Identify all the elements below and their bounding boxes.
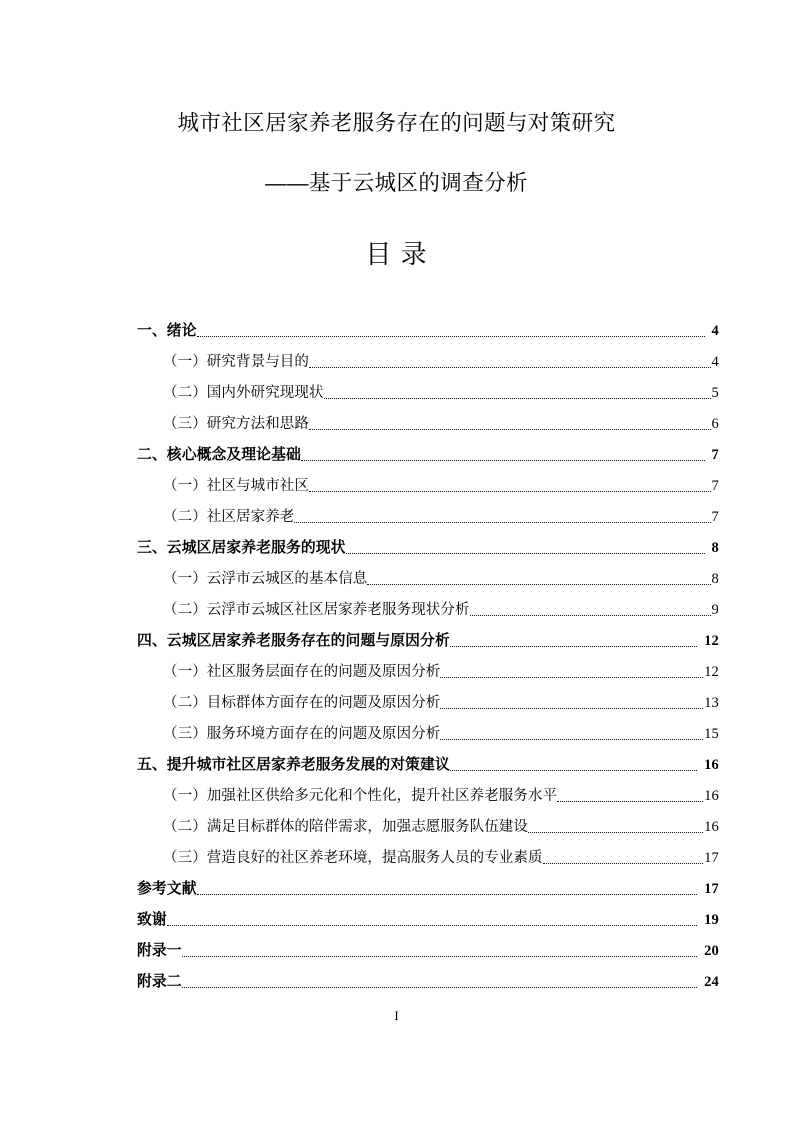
toc-entry-label: 四、云城区居家养老服务存在的问题与原因分析 [137,633,450,649]
table-of-contents-list [137,316,719,998]
toc-dot-leader [309,347,711,378]
toc-dot-leader [309,409,711,440]
toc-entry-page-number: 7 [711,478,719,494]
toc-entry[interactable] [137,688,719,719]
toc-entry-label: （二）社区居家养老 [163,509,295,525]
toc-entry-label: 致谢 [137,912,167,928]
toc-entry[interactable] [137,626,719,657]
toc-entry-label: （一）云浮市云城区的基本信息 [163,571,368,587]
toc-entry-label: （二）国内外研究现现状 [163,385,324,401]
toc-entry-label: 一、绪论 [137,323,197,339]
toc-entry[interactable] [137,409,719,440]
toc-entry[interactable] [137,502,719,533]
toc-entry[interactable] [137,874,719,905]
toc-entry-page-number: 20 [704,943,719,959]
toc-entry-page-number: 8 [711,540,719,556]
toc-entry-page-number: 16 [704,788,719,804]
toc-entry-label: （三）服务环境方面存在的问题及原因分析 [163,726,441,742]
toc-dot-leader [182,936,697,967]
toc-entry-page-number: 13 [704,695,719,711]
toc-entry-page-number: 7 [711,509,719,525]
toc-dot-leader [309,471,711,502]
toc-entry-label: 五、提升城市社区居家养老服务发展的对策建议 [137,757,450,773]
toc-entry-label: 参考文献 [137,881,197,897]
toc-entry[interactable] [137,595,719,626]
toc-dot-leader [440,688,703,719]
toc-dot-leader [367,564,710,595]
toc-entry-label: （二）满足目标群体的陪伴需求，加强志愿服务队伍建设 [163,819,528,835]
toc-dot-leader [197,316,705,347]
toc-dot-leader [346,533,705,564]
toc-entry[interactable] [137,347,719,378]
toc-entry[interactable] [137,936,719,967]
toc-entry-page-number: 7 [711,447,719,463]
toc-entry-label: （三）研究方法和思路 [163,416,309,432]
toc-entry[interactable] [137,843,719,874]
toc-entry-page-number: 4 [711,354,719,370]
toc-entry-page-number: 15 [704,726,719,742]
toc-entry-page-number: 24 [704,974,719,990]
toc-entry[interactable] [137,440,719,471]
toc-entry[interactable] [137,750,719,781]
toc-entry[interactable] [137,533,719,564]
toc-entry-label: （一）社区服务层面存在的问题及原因分析 [163,664,441,680]
toc-dot-leader [470,595,711,626]
toc-entry[interactable] [137,564,719,595]
toc-dot-leader [450,626,697,657]
toc-entry-label: （一）加强社区供给多元化和个性化，提升社区养老服务水平 [163,788,558,804]
toc-entry-page-number: 8 [711,571,719,587]
document-title-subtitle: ——基于云城区的调查分析 [265,171,528,195]
document-title-main: 城市社区居家养老服务存在的问题与对策研究 [177,111,616,135]
toc-dot-leader [557,781,703,812]
toc-entry-page-number: 9 [711,602,719,618]
toc-entry[interactable] [137,378,719,409]
toc-entry[interactable] [137,905,719,936]
toc-entry-label: （二）云浮市云城区社区居家养老服务现状分析 [163,602,470,618]
toc-dot-leader [167,905,697,936]
toc-entry[interactable] [137,719,719,750]
toc-dot-leader [182,967,697,998]
table-of-contents-heading: 目 录 [365,239,428,269]
toc-dot-leader [543,843,703,874]
toc-dot-leader [324,378,711,409]
toc-entry-page-number: 5 [711,385,719,401]
toc-entry-page-number: 16 [704,757,719,773]
toc-entry-page-number: 16 [704,819,719,835]
toc-entry-page-number: 17 [704,881,719,897]
toc-entry-page-number: 12 [704,633,719,649]
toc-dot-leader [528,812,703,843]
toc-entry-label: 二、核心概念及理论基础 [137,447,301,463]
toc-dot-leader [440,657,703,688]
toc-entry-label: （三）营造良好的社区养老环境，提高服务人员的专业素质 [163,850,543,866]
toc-dot-leader [450,750,697,781]
toc-dot-leader [294,502,710,533]
toc-dot-leader [301,440,705,471]
toc-entry-page-number: 4 [711,323,719,339]
title-block [0,108,793,198]
toc-entry[interactable] [137,471,719,502]
toc-entry-label: 三、云城区居家养老服务的现状 [137,540,346,556]
footer-page-number: I [394,1008,399,1023]
toc-entry[interactable] [137,316,719,347]
toc-dot-leader [197,874,698,905]
toc-entry-page-number: 6 [711,416,719,432]
toc-entry[interactable] [137,657,719,688]
toc-entry-label: （二）目标群体方面存在的问题及原因分析 [163,695,441,711]
toc-entry[interactable] [137,812,719,843]
toc-dot-leader [440,719,703,750]
toc-entry[interactable] [137,967,719,998]
toc-entry-page-number: 17 [704,850,719,866]
toc-entry-page-number: 12 [704,664,719,680]
toc-entry-label: 附录二 [137,974,182,990]
toc-entry-label: （一）社区与城市社区 [163,478,309,494]
toc-entry-label: 附录一 [137,943,182,959]
toc-entry-page-number: 19 [704,912,719,928]
toc-entry[interactable] [137,781,719,812]
toc-entry-label: （一）研究背景与目的 [163,354,309,370]
